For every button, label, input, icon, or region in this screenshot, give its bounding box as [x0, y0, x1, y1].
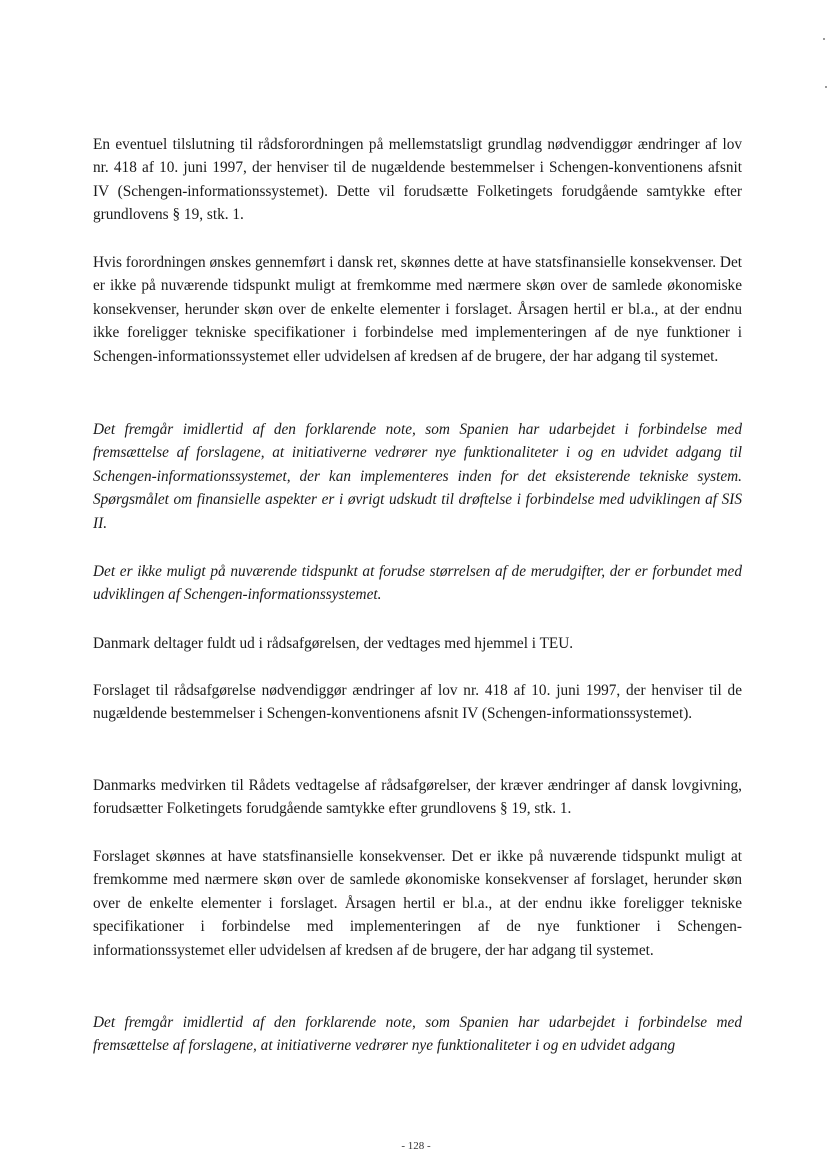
paragraph-8: Forslaget skønnes at have statsfinansielle konsekvenser. Det er ikke på nuværende tidspunkt muligt at fremkomme med nærmere skøn over de samlede økonomiske konsekvenser af forslaget, herunder skøn over de enkelte elementer i forslaget. Årsagen hertil er bl.a., at der endnu ikke foreligger tekniske specifikationer i forbindelse med implementeringen af de nye funktioner i Schengen-informationssystemet eller udvidelsen af kredsen af de brugere, der har adgang til systemet.: [93, 848, 742, 959]
scan-mark: [825, 86, 827, 88]
paragraph-1: En eventuel tilslutning til rådsforordningen på mellemstatsligt grundlag nødvendiggør ændringer af lov nr. 418 af 10. juni 1997, der henviser til de nugældende bestemmelser i Schengen-konventionens afsnit IV (Schengen-informationssystemet). Dette vil forudsætte Folketingets forudgående samtykke efter grundlovens § 19, stk. 1.: [93, 136, 742, 224]
paragraph-2: Hvis forordningen ønskes gennemført i dansk ret, skønnes dette at have statsfinansielle konsekvenser. Det er ikke på nuværende tidspunkt muligt at fremkomme med nærmere skøn over de samlede økonomiske konsekvenser, herunder skøn over de enkelte elementer i forslaget. Årsagen hertil er bl.a., at der endnu ikke foreligger tekniske specifikationer i forbindelse med implementeringen af de nye funktioner i Schengen-informationssystemet eller udvidelsen af kredsen af de brugere, der har adgang til systemet.: [93, 254, 742, 365]
paragraph-6: Forslaget til rådsafgørelse nødvendiggør ændringer af lov nr. 418 af 10. juni 1997, der henviser til de nugældende bestemmelser i Schengen-konventionens afsnit IV (Schengen-informationssystemet).: [93, 682, 742, 723]
paragraph-3-italic: Det fremgår imidlertid af den forklarende note, som Spanien har udarbejdet i forbindelse med fremsættelse af forslagene, at initiativerne vedrører nye funktionaliteter i og en udvidet adgang til Schengen-informationssystemet, der kan implementeres inden for det eksisterende tekniske system. Spørgsmålet om finansielle aspekter er i øvrigt udskudt til drøftelse i forbindelse med udviklingen af SIS II.: [93, 421, 742, 532]
page-number: - 128 -: [401, 1140, 431, 1152]
paragraph-4-italic: Det er ikke muligt på nuværende tidspunkt at forudse størrelsen af de merudgifter, der er forbundet med udviklingen af Schengen-informationssystemet.: [93, 563, 742, 604]
paragraph-9-italic: Det fremgår imidlertid af den forklarende note, som Spanien har udarbejdet i forbindelse med fremsættelse af forslagene, at initiativerne vedrører nye funktionaliteter i og en udvidet adgang: [93, 1014, 742, 1055]
paragraph-5: Danmark deltager fuldt ud i rådsafgørelsen, der vedtages med hjemmel i TEU.: [93, 635, 574, 652]
paragraph-7: Danmarks medvirken til Rådets vedtagelse af rådsafgørelser, der kræver ændringer af dansk lovgivning, forudsætter Folketingets forudgående samtykke efter grundlovens § 19, stk. 1.: [93, 777, 742, 818]
scan-mark: [823, 38, 825, 40]
